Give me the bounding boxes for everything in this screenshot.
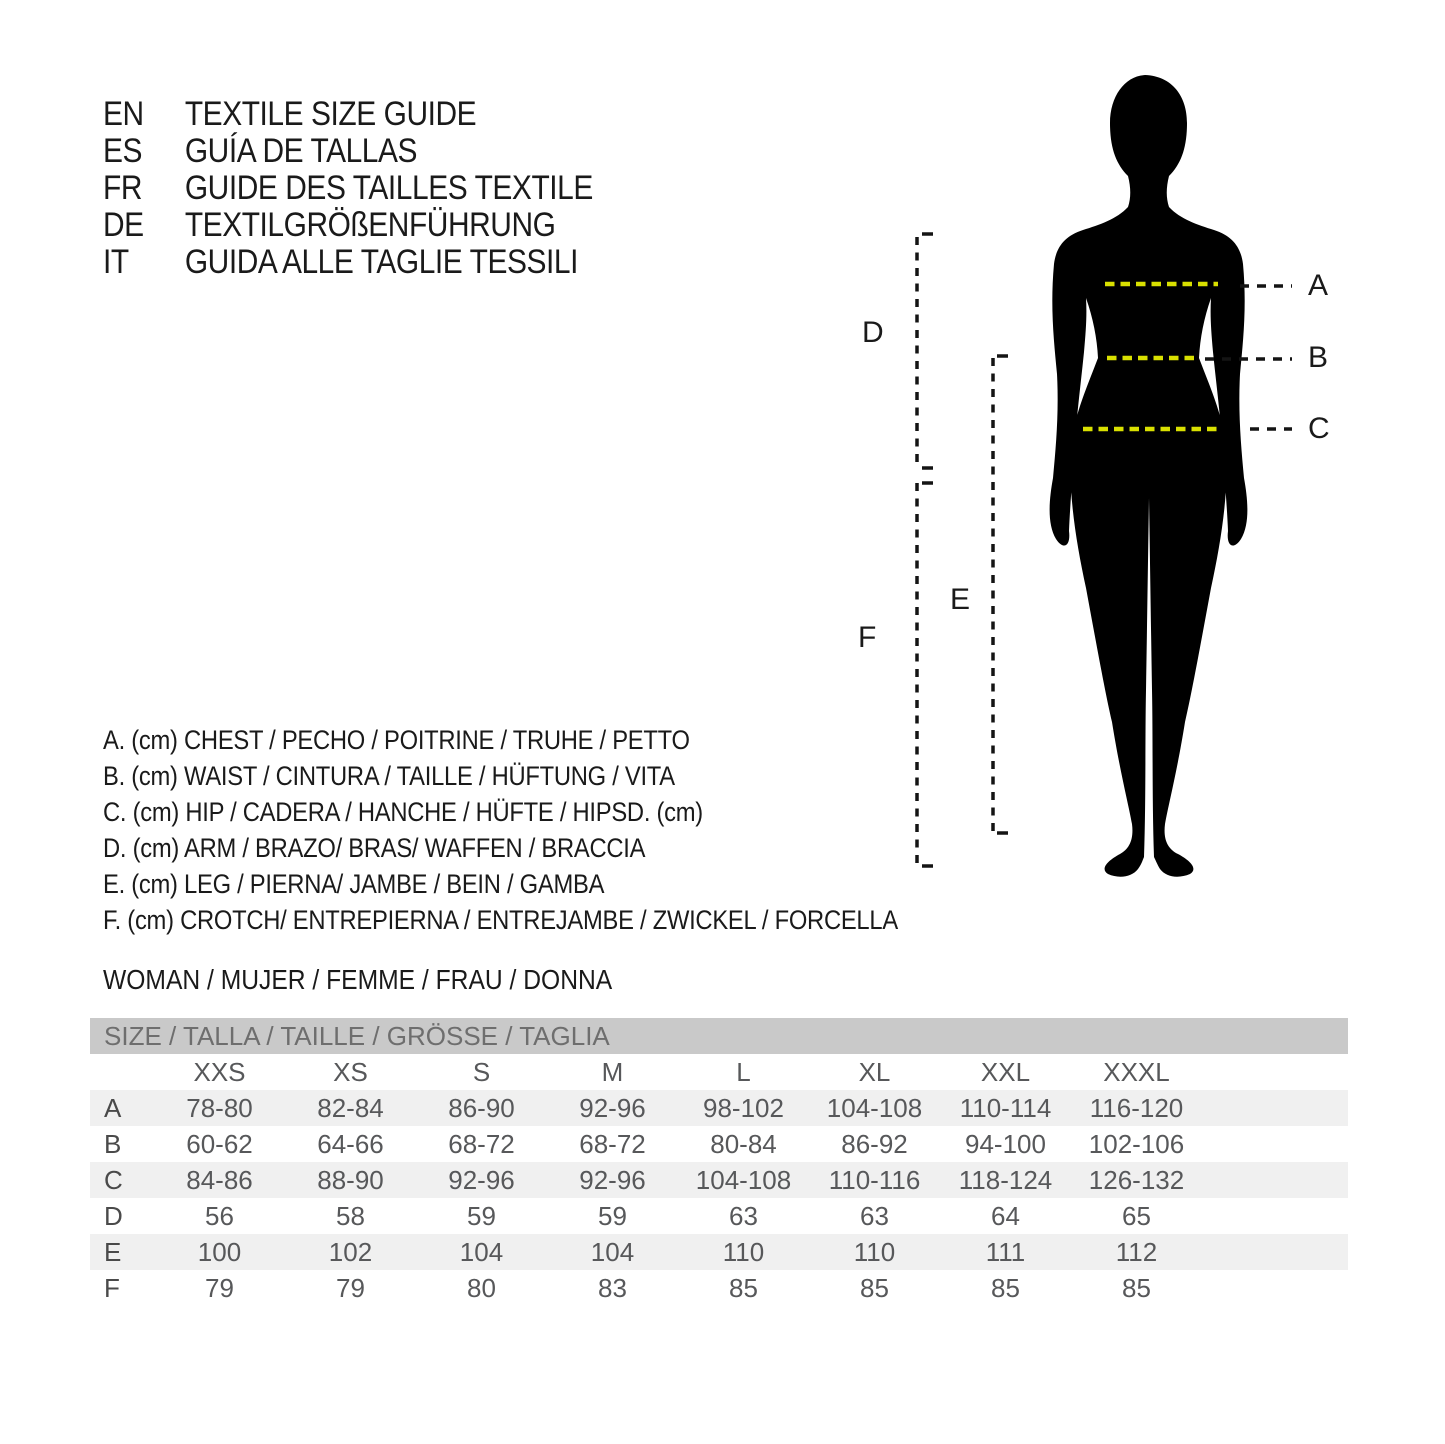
row-label: E	[104, 1236, 122, 1267]
row-label: B	[104, 1128, 122, 1159]
row-label: A	[104, 1092, 122, 1123]
size-value: 85	[991, 1272, 1020, 1303]
size-value: 68-72	[579, 1128, 646, 1159]
guide-title: GUIDA ALLE TAGLIE TESSILI	[184, 243, 578, 281]
legend-crotch: F. (cm) CROTCH/ ENTREPIERNA / ENTREJAMBE / ZWICKEL / FORCELLA	[103, 905, 898, 935]
label-arm-d: D	[862, 316, 884, 349]
size-value: 111	[985, 1236, 1026, 1267]
size-name: XL	[858, 1056, 891, 1087]
size-value: 78-80	[186, 1092, 253, 1123]
arm-line-d	[917, 234, 933, 468]
size-value: 79	[205, 1272, 234, 1303]
table-row-leg	[90, 1234, 1348, 1270]
size-value: 98-102	[703, 1092, 784, 1123]
label-leg-e: E	[950, 583, 971, 616]
size-name: L	[736, 1056, 751, 1087]
guide-title: GUÍA DE TALLAS	[184, 132, 418, 170]
size-value: 104	[459, 1236, 504, 1267]
woman-silhouette	[1050, 75, 1248, 877]
size-table	[90, 1018, 1348, 1306]
crotch-line-f	[917, 483, 933, 866]
size-name: S	[472, 1056, 491, 1087]
table-row-waist	[90, 1126, 1348, 1162]
guide-title: TEXTILE SIZE GUIDE	[184, 95, 477, 133]
size-value: 104	[590, 1236, 635, 1267]
size-value: 84-86	[186, 1164, 253, 1195]
size-value: 80	[467, 1272, 496, 1303]
legend-leg: E. (cm) LEG / PIERNA/ JAMBE / BEIN / GAMBA	[103, 869, 605, 899]
language-code: DE	[103, 206, 144, 244]
size-value: 110-116	[828, 1164, 921, 1195]
size-value: 86-90	[448, 1092, 515, 1123]
table-row-crotch	[90, 1270, 1348, 1306]
size-value: 110	[853, 1236, 896, 1267]
size-value: 64	[991, 1200, 1020, 1231]
size-name: M	[601, 1056, 624, 1087]
legend-arm: D. (cm) ARM / BRAZO/ BRAS/ WAFFEN / BRACCIA	[103, 833, 646, 863]
size-value: 59	[598, 1200, 627, 1231]
size-value: 100	[197, 1236, 242, 1267]
guide-title: GUIDE DES TAILLES TEXTILE	[184, 169, 593, 207]
size-value: 63	[860, 1200, 889, 1231]
gender-heading: WOMAN / MUJER / FEMME / FRAU / DONNA	[103, 964, 613, 995]
label-chest-a: A	[1308, 269, 1329, 302]
size-value: 102-106	[1088, 1128, 1185, 1159]
size-name: XS	[333, 1056, 368, 1087]
row-label: F	[104, 1272, 120, 1303]
language-code: IT	[103, 243, 129, 281]
table-row-chest	[90, 1090, 1348, 1126]
size-value: 83	[598, 1272, 627, 1303]
size-value: 110	[722, 1236, 765, 1267]
size-value: 92-96	[448, 1164, 515, 1195]
size-value: 86-92	[841, 1128, 908, 1159]
size-value: 92-96	[579, 1164, 646, 1195]
row-label: D	[104, 1200, 123, 1231]
size-name: XXS	[193, 1056, 246, 1087]
size-names-row	[90, 1054, 1348, 1090]
size-value: 85	[860, 1272, 889, 1303]
size-value: 104-108	[826, 1092, 923, 1123]
size-value: 80-84	[710, 1128, 777, 1159]
language-code: EN	[103, 95, 144, 133]
guide-title: TEXTILGRÖßENFÜHRUNG	[184, 206, 556, 244]
size-value: 116-120	[1089, 1092, 1184, 1123]
size-value: 64-66	[317, 1128, 384, 1159]
legend-waist: B. (cm) WAIST / CINTURA / TAILLE / HÜFTUNG / VITA	[103, 761, 675, 791]
language-code: ES	[103, 132, 143, 170]
size-value: 79	[336, 1272, 365, 1303]
label-crotch-f: F	[858, 621, 877, 654]
size-name: XXXL	[1103, 1056, 1170, 1087]
table-row-hip	[90, 1162, 1348, 1198]
leg-line-e	[993, 356, 1008, 833]
size-value: 118-124	[958, 1164, 1053, 1195]
size-value: 104-108	[695, 1164, 792, 1195]
table-row-arm	[90, 1198, 1348, 1234]
measurement-legend	[103, 722, 898, 938]
size-value: 63	[729, 1200, 758, 1231]
size-value: 126-132	[1088, 1164, 1185, 1195]
size-value: 60-62	[186, 1128, 253, 1159]
size-value: 92-96	[579, 1092, 646, 1123]
size-value: 110-114	[959, 1092, 1052, 1123]
size-value: 112	[1115, 1236, 1158, 1267]
legend-hip: C. (cm) HIP / CADERA / HANCHE / HÜFTE / HIPSD. (cm)	[103, 797, 703, 827]
label-hip-c: C	[1308, 412, 1330, 445]
size-value: 58	[336, 1200, 365, 1231]
size-value: 85	[1122, 1272, 1151, 1303]
size-value: 102	[328, 1236, 373, 1267]
size-value: 56	[205, 1200, 234, 1231]
size-value: 68-72	[448, 1128, 515, 1159]
size-value: 65	[1122, 1200, 1151, 1231]
size-value: 82-84	[317, 1092, 384, 1123]
size-value: 85	[729, 1272, 758, 1303]
language-code: FR	[103, 169, 143, 207]
legend-chest: A. (cm) CHEST / PECHO / POITRINE / TRUHE / PETTO	[103, 725, 690, 755]
size-name: XXL	[980, 1056, 1031, 1087]
size-value: 94-100	[965, 1128, 1046, 1159]
label-waist-b: B	[1308, 341, 1329, 374]
size-table-header: SIZE / TALLA / TAILLE / GRÖSSE / TAGLIA	[90, 1018, 1348, 1054]
size-value: 88-90	[317, 1164, 384, 1195]
size-value: 59	[467, 1200, 496, 1231]
row-label: C	[104, 1164, 123, 1195]
